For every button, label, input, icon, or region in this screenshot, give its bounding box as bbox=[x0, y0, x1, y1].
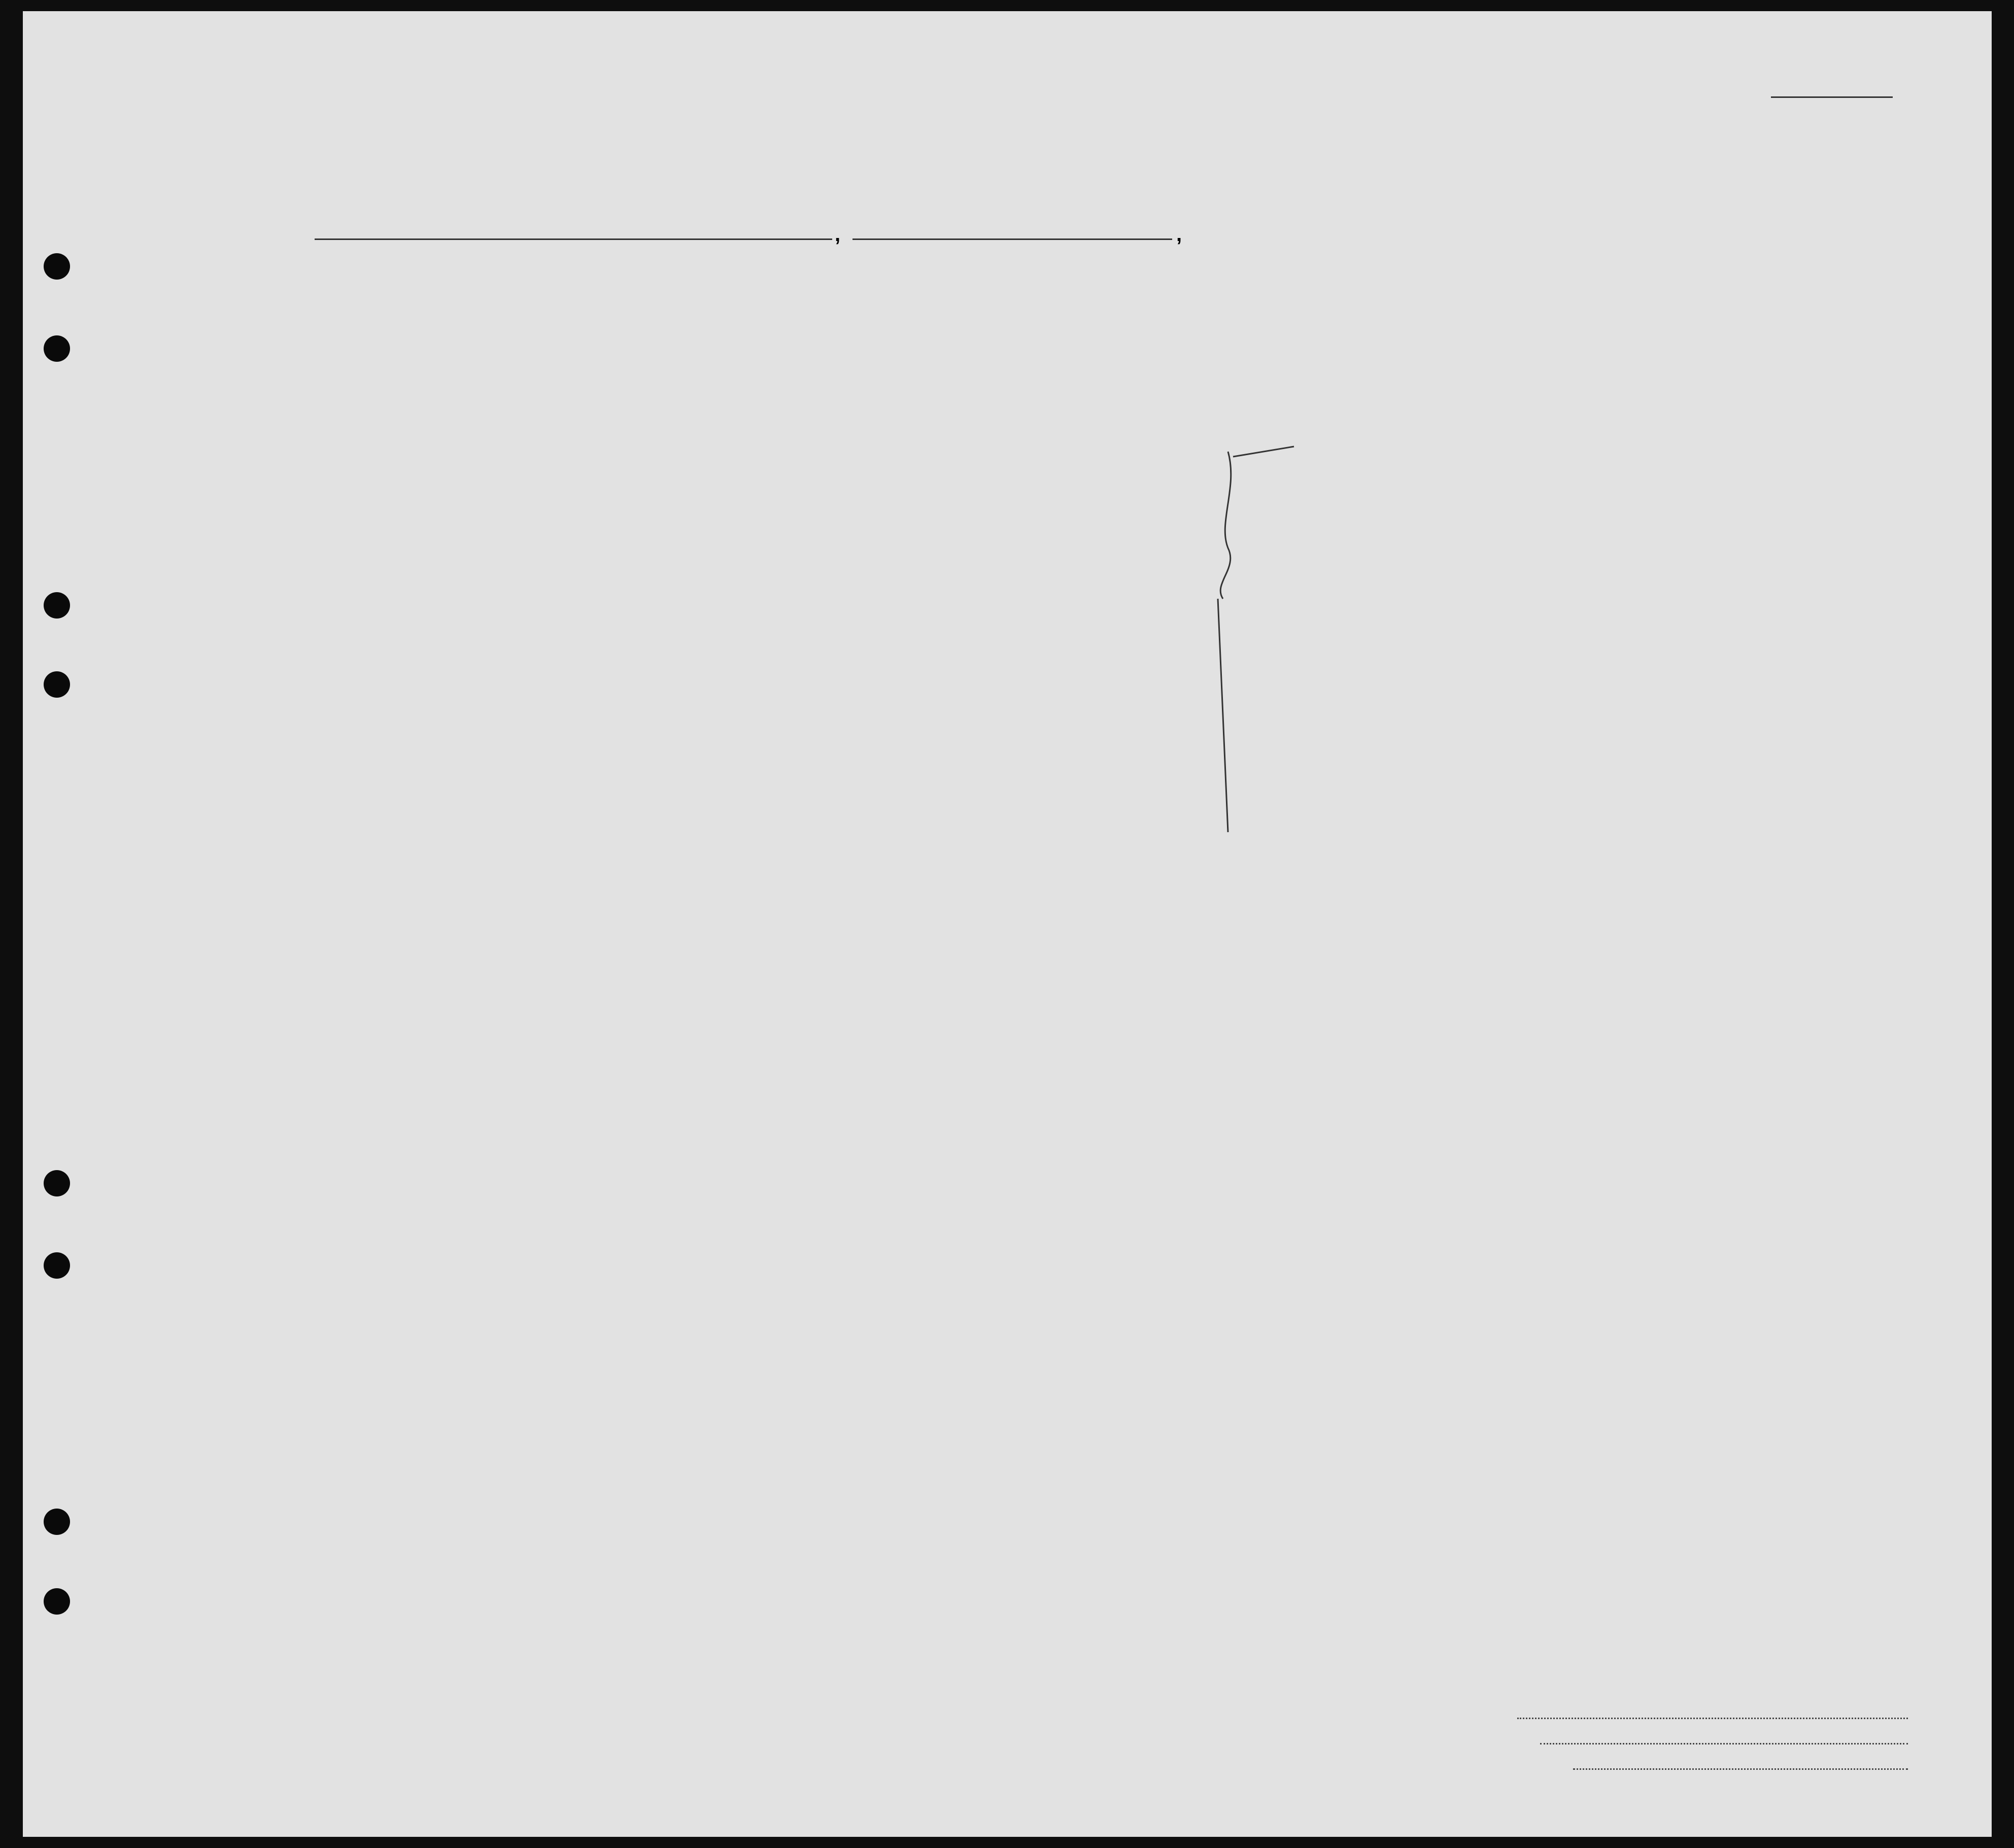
header-c31 bbox=[1481, 307, 1501, 436]
header-c30 bbox=[1455, 307, 1476, 436]
header-passage bbox=[584, 311, 675, 316]
agents-dots bbox=[1573, 1768, 1908, 1770]
header-ticket bbox=[551, 307, 578, 436]
header-purpose-b bbox=[1187, 332, 1215, 434]
header-c26 bbox=[1312, 307, 1327, 436]
header-purpose-a bbox=[1152, 332, 1182, 434]
owners-dots bbox=[1540, 1743, 1908, 1744]
header-c27 bbox=[1336, 307, 1351, 436]
header-purpose-c bbox=[1223, 332, 1251, 434]
comma: , bbox=[1176, 223, 1182, 246]
comma: , bbox=[835, 223, 841, 246]
header-money bbox=[682, 307, 703, 436]
header-c29 bbox=[1416, 307, 1446, 436]
header-c28 bbox=[1360, 307, 1411, 436]
header-c25 bbox=[1266, 307, 1294, 436]
line-dots bbox=[1517, 1718, 1908, 1719]
